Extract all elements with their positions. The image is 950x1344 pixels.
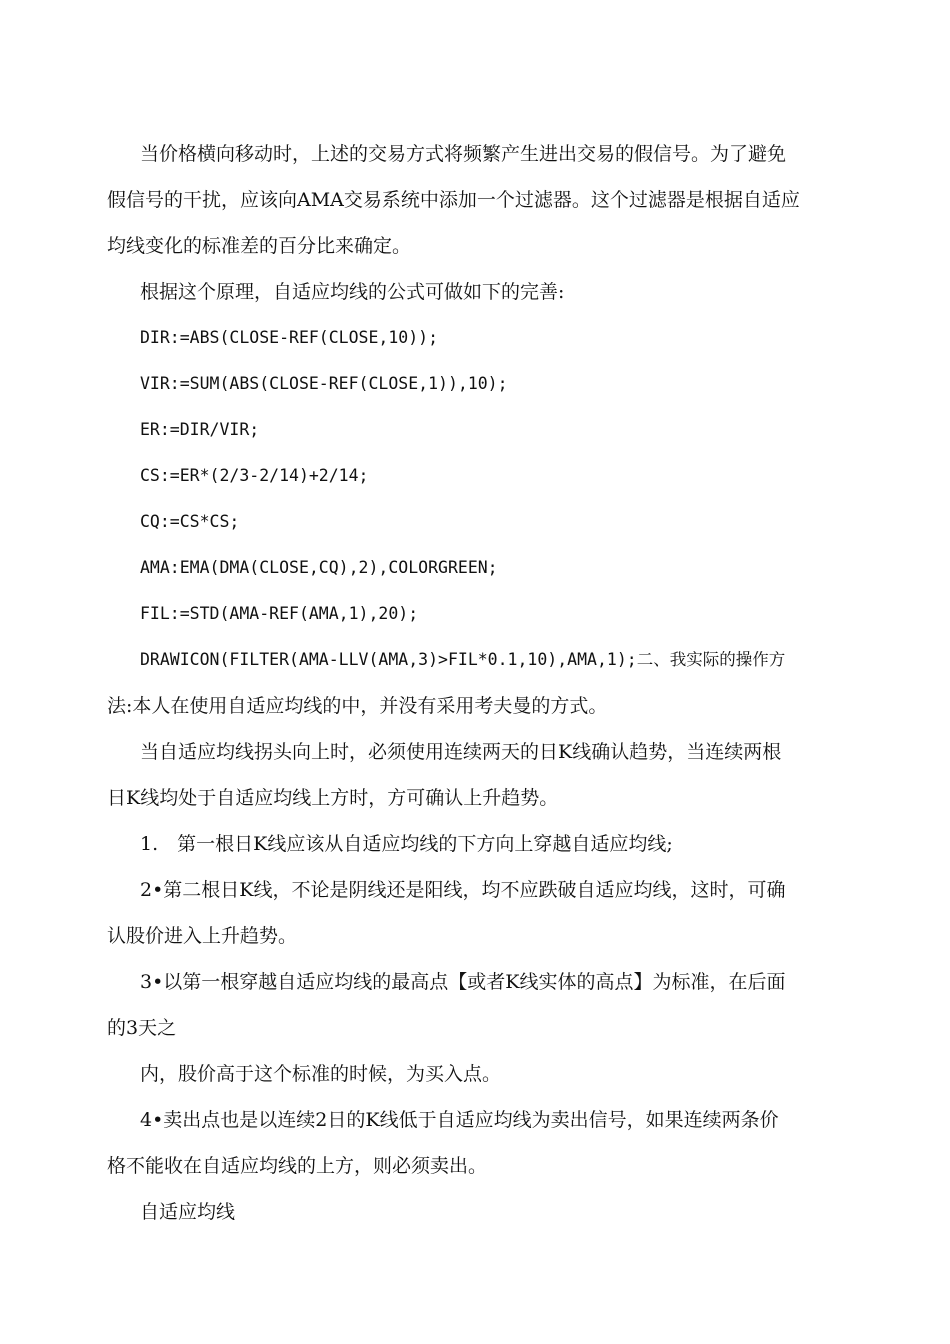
paragraph-line: 内，股价高于这个标准的时候，为买入点。 xyxy=(140,1063,502,1085)
list-item-continuation: 格不能收在自适应均线的上方，则必须卖出。 xyxy=(107,1155,488,1177)
list-item-continuation: 认股价进入上升趋势。 xyxy=(107,925,298,947)
formula-line: ER:=DIR/VIR; xyxy=(140,420,260,439)
paragraph-line: 当价格横向移动时，上述的交易方式将频繁产生进出交易的假信号。为了避免 xyxy=(140,143,787,165)
list-item: 1. 第一根日K线应该从自适应均线的下方向上穿越自适应均线; xyxy=(140,833,673,855)
list-item-continuation: 的3天之 xyxy=(107,1017,177,1039)
formula-line: DRAWICON(FILTER(AMA-LLV(AMA,3)>FIL*0.1,10),AMA,1);二、我实际的操作方 xyxy=(140,650,786,669)
formula-line: AMA:EMA(DMA(CLOSE,CQ),2),COLORGREEN; xyxy=(140,558,498,577)
formula-line: CS:=ER*(2/3-2/14)+2/14; xyxy=(140,466,369,485)
paragraph-line: 当自适应均线拐头向上时，必须使用连续两天的日K线确认趋势，当连续两根 xyxy=(140,741,782,763)
formula-line: VIR:=SUM(ABS(CLOSE-REF(CLOSE,1)),10); xyxy=(140,374,508,393)
formula-line: DIR:=ABS(CLOSE-REF(CLOSE,10)); xyxy=(140,328,439,347)
paragraph-line: 法:本人在使用自适应均线的中，并没有采用考夫曼的方式。 xyxy=(107,695,608,717)
paragraph-line: 均线变化的标准差的百分比来确定。 xyxy=(107,235,412,257)
paragraph-line: 假信号的干扰，应该向AMA交易系统中添加一个过滤器。这个过滤器是根据自适应 xyxy=(107,189,800,211)
list-item: 4•卖出点也是以连续2日的K线低于自适应均线为卖出信号，如果连续两条价 xyxy=(140,1109,779,1131)
list-item: 3•以第一根穿越自适应均线的最高点【或者K线实体的高点】为标准，在后面 xyxy=(140,971,786,993)
section-heading: 自适应均线 xyxy=(140,1201,236,1223)
list-item: 2•第二根日K线，不论是阴线还是阳线，均不应跌破自适应均线，这时，可确 xyxy=(140,879,786,901)
paragraph-line: 日K线均处于自适应均线上方时，方可确认上升趋势。 xyxy=(107,787,559,809)
formula-line: FIL:=STD(AMA-REF(AMA,1),20); xyxy=(140,604,419,623)
formula-line: CQ:=CS*CS; xyxy=(140,512,240,531)
paragraph-line: 根据这个原理，自适应均线的公式可做如下的完善: xyxy=(140,281,565,303)
